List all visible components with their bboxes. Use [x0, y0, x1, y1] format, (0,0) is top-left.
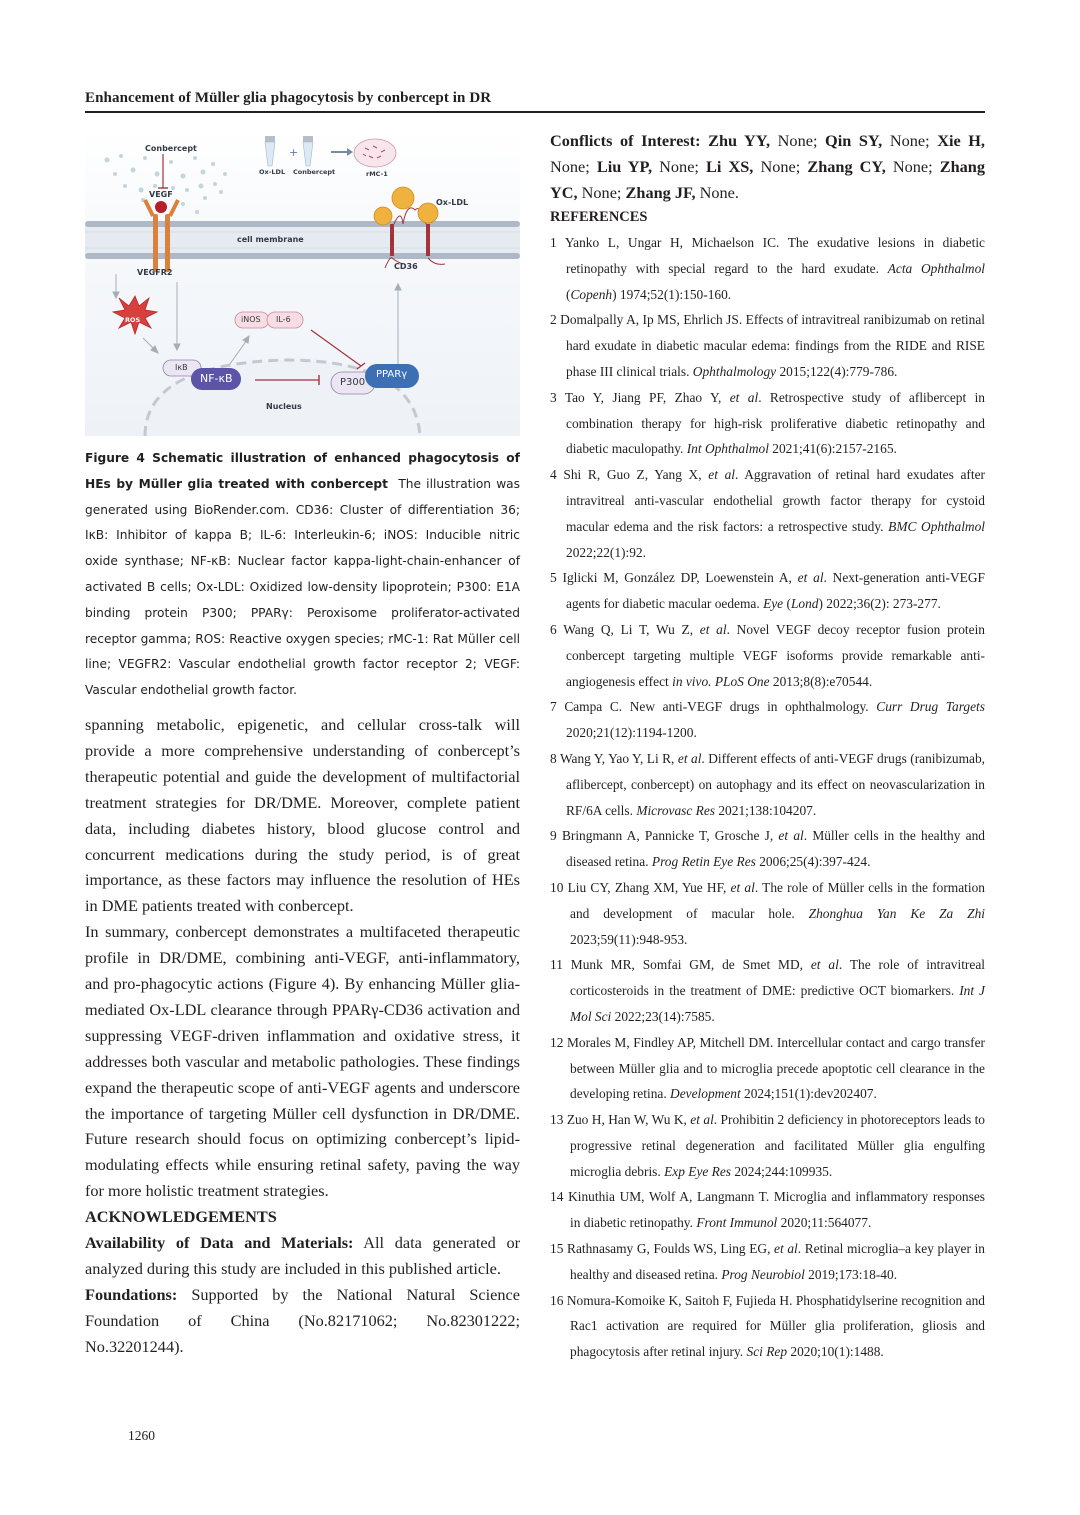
reference-journal-sub: Copenh: [570, 286, 613, 302]
label-nfkb: NF-κB: [200, 372, 233, 385]
reference-etal: et al: [774, 1241, 798, 1257]
reference-title: . The role of intravitreal corticosteroids in the treatment of DME: predictive OCT biomarkers.: [570, 957, 985, 999]
reference-citation: 2020;21(12):1194-1200.: [566, 725, 697, 741]
reference-authors: Bringmann A, Pannicke T, Grosche J,: [561, 828, 779, 844]
reference-number: 11: [550, 957, 563, 973]
reference-item: [550, 385, 985, 462]
reference-number: 15: [550, 1241, 564, 1257]
reference-citation: 2006;25(4):397-424.: [755, 854, 871, 870]
reference-item: [550, 746, 985, 823]
reference-journal: Sci Rep: [746, 1344, 788, 1360]
label-rmc1: rMC-1: [366, 170, 388, 178]
reference-citation: ) 1974;52(1):150-160.: [612, 286, 732, 302]
reference-etal: et al: [797, 570, 824, 586]
foundations-statement: [85, 1282, 520, 1360]
reference-authors: Kinuthia UM, Wolf A, Langmann T. Microglia and inflammatory responses in diabetic retinopathy.: [568, 1189, 985, 1231]
coi-author: Xie H,: [937, 131, 985, 150]
reference-title: . Next-generation anti-VEGF agents for diabetic macular oedema.: [566, 570, 985, 612]
reference-number: 14: [550, 1189, 564, 1205]
label-conbercept: Conbercept: [145, 144, 197, 153]
label-cell-membrane: cell membrane: [237, 235, 304, 244]
references-heading: REFERENCES: [550, 209, 648, 225]
petri-dish-icon: [354, 139, 396, 167]
paragraph-summary: In summary, conbercept demonstrates a multifaceted therapeutic profile in DR/DME, combining anti-VEGF, anti-inflammatory, and pro-phagocytic actions (Figure 4). By enhancing Müller glia-mediated Ox-LDL clearance through PPARγ-CD36 activation and suppressing VEGF-driven inflammation and oxidative stress, it addresses both vascular and metabolic pathologies. These findings expand the therapeutic scope of anti-VEGF agents and underscore the importance of targeting Müller cell dysfunction in DR/DME. Future research should focus on optimizing conbercept’s lipid-modulating effects while ensuring retinal safety, paving the way for more holistic treatment strategies.: [85, 922, 520, 1201]
header-rule: [85, 111, 985, 113]
conbercept-tube-icon: [303, 136, 313, 166]
reference-title: . Retrospective study of aflibercept in combination therapy for high-risk proliferative diabetic retinopathy and diabetic maculopathy.: [566, 389, 985, 457]
reference-authors: Rathnasamy G, Foulds WS, Ling EG,: [567, 1241, 775, 1257]
label-p300: P300: [340, 377, 366, 388]
reference-item: [550, 1107, 985, 1184]
reference-number: 5: [550, 570, 557, 586]
reference-title: . Aggravation of retinal hard exudates after intravitreal anti-vascular endothelial growth factor therapy for cystoid macular edema and the risk factors: a retrospective study.: [566, 467, 986, 534]
label-conbercept-tube: Conbercept: [293, 168, 336, 176]
label-vegf: VEGF: [149, 190, 173, 199]
reference-item: [550, 875, 985, 952]
reference-number: 8: [550, 750, 557, 766]
reference-citation: 2020;11:564077.: [777, 1215, 872, 1231]
label-ros: ROS: [125, 316, 141, 324]
reference-etal: et al: [699, 621, 727, 637]
coi-status: None;: [753, 157, 808, 176]
reference-number: 7: [550, 699, 557, 715]
reference-citation: 2015;122(4):779-786.: [776, 363, 898, 379]
reference-sep: (: [566, 286, 571, 302]
reference-etal: et al: [778, 828, 804, 844]
reference-number: 4: [550, 467, 557, 483]
coi-status: None;: [882, 131, 938, 150]
reference-journal: Int J Mol Sci: [570, 983, 985, 1024]
coi-author: Zhang JF,: [625, 183, 696, 202]
reference-authors: Wang Y, Yao Y, Li R,: [559, 750, 678, 766]
reference-item: [550, 823, 985, 875]
reference-authors: Iglicki M, González DP, Loewenstein A,: [562, 570, 798, 586]
availability-text: All data generated or analyzed during this study are included in this published article.: [85, 1233, 521, 1278]
reference-number: 10: [550, 879, 564, 895]
conflicts-of-interest: [550, 128, 985, 206]
coi-author: Liu YP,: [596, 157, 653, 176]
reference-journal: Acta Ophthalmol: [887, 260, 985, 276]
reference-sep: (: [783, 596, 791, 612]
foundations-text: Supported by the National Natural Science Foundation of China (No.82171062; No.82301222; No.32201244).: [85, 1284, 520, 1356]
label-cd36: CD36: [394, 262, 418, 271]
reference-item: [550, 617, 985, 694]
reference-item: [550, 952, 985, 1029]
reference-journal: Int Ophthalmol: [686, 441, 769, 457]
paragraph-future-research: spanning metabolic, epigenetic, and cellular cross-talk will provide a more comprehensive understanding of conbercept’s therapeutic potential and guide the development of multifactorial treatment strategies for DR/DME. Moreover, complete patient data, including diabetes history, blood glucose control and concurrent medications during the study period, is of great importance, as these factors may influence the resolution of HEs in DME patients treated with conbercept.: [85, 714, 520, 916]
reference-citation: 2023;59(11):948-953.: [570, 931, 688, 947]
reference-citation: 2021;138:104207.: [715, 802, 817, 818]
label-nucleus: Nucleus: [266, 402, 302, 411]
reference-etal: et al: [729, 389, 759, 405]
reference-item: [550, 1236, 985, 1288]
reference-number: 2: [550, 312, 557, 328]
reference-title: . Different effects of anti-VEGF drugs (ranibizumab, aflibercept, conbercept) on autophagy and its effect on neovascularization in RF/6A cells.: [566, 750, 985, 818]
reference-citation: ) 2022;36(2): 273-277.: [818, 596, 941, 612]
reference-journal: Front Immunol: [696, 1215, 778, 1231]
reference-citation: 2022;23(14):7585.: [611, 1008, 715, 1024]
reference-title: . Retinal microglia–a key player in healthy and diseased retina.: [570, 1241, 985, 1282]
running-title: Enhancement of Müller glia phagocytosis by conbercept in DR: [85, 90, 492, 106]
reference-item: [550, 1030, 985, 1107]
label-inos: iNOS: [241, 315, 261, 324]
reference-item: [550, 462, 985, 565]
running-header: [85, 88, 985, 108]
coi-author: Li XS,: [706, 157, 754, 176]
reference-citation: 2024;151(1):dev202407.: [740, 1086, 877, 1102]
reference-journal: Microvasc Res: [636, 802, 716, 818]
reference-journal: Curr Drug Targets: [876, 699, 985, 715]
label-ikb: IκB: [175, 363, 188, 372]
reference-etal: et al: [730, 879, 755, 895]
reference-etal: et al: [690, 1112, 714, 1128]
reference-citation: 2021;41(6):2157-2165.: [768, 441, 897, 457]
reference-item: [550, 307, 985, 384]
caption-text: The illustration was generated using BioRender.com. CD36: Cluster of differentiation 36; IκB: Inhibitor of kappa B; IL-6: Interleukin-6; iNOS: Inducible nitric oxide synthase; NF-κB: Nuclear factor kappa-light-chain-enhancer of activated B cells; Ox-LDL: Oxidized low-density lipoprotein; P300: E1A binding protein P300; PPARγ: Peroxisome proliferator-activated receptor gamma; ROS: Reactive oxygen species; rMC-1: Rat Müller cell line; VEGFR2: Vascular endothelial growth factor receptor 2; VEGF: Vascular endothelial growth factor.: [85, 476, 520, 698]
reference-citation: 2024;244:109935.: [731, 1163, 833, 1179]
label-ox-ldl-tube: Ox-LDL: [259, 168, 286, 176]
coi-status: None;: [652, 157, 707, 176]
reference-number: 12: [550, 1034, 564, 1050]
label-vegfr2: VEGFR2: [137, 268, 173, 277]
reference-citation: 2022;22(1):92.: [566, 544, 646, 560]
reference-authors: Domalpally A, Ip MS, Ehrlich JS. Effects of intravitreal ranibizumab on retinal hard exudate in diabetic macular edema: findings from the RIDE and RISE phase III clinical trials.: [560, 312, 985, 379]
reference-journal: Ophthalmology: [692, 363, 777, 379]
foundations-lead: Foundations:: [85, 1284, 178, 1304]
reference-journal: Prog Neurobiol: [721, 1266, 805, 1282]
reference-authors: Nomura-Komoike K, Saitoh F, Fujieda H. Phosphatidylserine recognition and Rac1 activation are required for Müller glia proliferation, gliosis and phagocytosis after retinal injury.: [566, 1292, 985, 1360]
availability-lead: Availability of Data and Materials:: [85, 1233, 354, 1253]
reference-journal: in vivo. PLoS One: [672, 673, 770, 689]
reference-number: 3: [550, 389, 557, 405]
figure-caption: [85, 446, 520, 704]
coi-status: None;: [885, 157, 940, 176]
reference-journal: Exp Eye Res: [664, 1163, 732, 1179]
reference-authors: Morales M, Findley AP, Mitchell DM. Intercellular contact and cargo transfer between Müller glia and to microglia precede apoptotic cell clearance in the developing retina.: [566, 1034, 985, 1102]
body-text-left: [85, 712, 520, 1360]
reference-authors: Yanko L, Ungar H, Michaelson IC. The exudative lesions in diabetic retinopathy with special regard to the hard exudate.: [564, 235, 985, 276]
coi-author: Zhu YY,: [708, 131, 771, 150]
reference-title: . Novel VEGF decoy receptor fusion protein conbercept targeting multiple VEGF isoforms provide remarkable anti-angiogenesis effect: [566, 621, 986, 689]
coi-status: None.: [695, 183, 739, 202]
svg-text:+: +: [289, 146, 299, 159]
reference-journal-sub: Lond: [790, 596, 819, 612]
reference-etal: et al: [810, 957, 839, 973]
reference-list: [550, 230, 985, 1365]
availability-statement: [85, 1230, 520, 1282]
label-ox-ldl: Ox-LDL: [436, 198, 469, 207]
caption-title: Figure 4 Schematic illustration of enhanced phagocytosis of HEs by Müller glia treated with conbercept: [85, 451, 520, 491]
reference-authors: Campa C. New anti-VEGF drugs in ophthalmology.: [564, 699, 877, 715]
ox-ldl-tube-icon: [265, 136, 275, 166]
reference-citation: 2013;8(8):e70544.: [769, 673, 873, 689]
left-column: [85, 128, 520, 1360]
reference-journal: Eye: [763, 596, 784, 612]
reference-journal: BMC Ophthalmol: [888, 518, 986, 534]
coi-status: None;: [770, 131, 826, 150]
reference-title: . Müller cells in the healthy and diseased retina.: [566, 828, 985, 870]
reference-etal: et al: [677, 750, 702, 766]
reference-authors: Munk MR, Somfai GM, de Smet MD,: [570, 957, 811, 973]
reference-authors: Shi R, Guo Z, Yang X,: [563, 467, 709, 483]
reference-journal: Development: [670, 1086, 741, 1102]
right-column: [550, 128, 985, 1365]
reference-item: [550, 565, 985, 617]
reference-journal: Zhonghua Yan Ke Za Zhi: [808, 905, 985, 921]
coi-status: None;: [550, 157, 597, 176]
reference-citation: 2019;173:18-40.: [804, 1266, 898, 1282]
coi-author: Qin SY,: [825, 131, 883, 150]
coi-status: None;: [577, 183, 626, 202]
reference-journal: Prog Retin Eye Res: [651, 854, 756, 870]
coi-lead: Conflicts of Interest:: [550, 131, 701, 150]
ros-burst-icon: [113, 296, 157, 334]
page-number: 1260: [128, 1428, 155, 1443]
reference-citation: 2020;10(1):1488.: [787, 1344, 884, 1360]
coi-author: Zhang CY,: [807, 157, 886, 176]
reference-item: [550, 694, 985, 746]
vegf-ligand-icon: [155, 201, 167, 213]
reference-authors: Wang Q, Li T, Wu Z,: [563, 621, 700, 637]
reference-authors: Liu CY, Zhang XM, Yue HF,: [567, 879, 731, 895]
reference-number: 1: [550, 235, 557, 250]
reference-number: 6: [550, 621, 557, 637]
reference-number: 16: [550, 1292, 564, 1308]
ox-ldl-particle-icon: [374, 187, 438, 225]
coi-author: Zhang YC,: [550, 157, 985, 202]
reference-title: . Prohibitin 2 deficiency in photoreceptors leads to progressive retinal degeneration and facilitated Müller glia engulfing microglia debris.: [570, 1112, 985, 1179]
reference-etal: et al: [708, 467, 735, 483]
reference-number: 13: [550, 1112, 564, 1128]
label-pparg: PPARγ: [376, 369, 408, 380]
reference-item: [550, 230, 985, 307]
reference-number: 9: [550, 828, 557, 844]
reference-title: . The role of Müller cells in the formation and development of macular hole.: [570, 879, 985, 921]
acknowledgements-heading: ACKNOWLEDGEMENTS: [85, 1207, 277, 1227]
reference-item: [550, 1288, 985, 1365]
reference-authors: Tao Y, Jiang PF, Zhao Y,: [564, 389, 730, 405]
reference-authors: Zuo H, Han W, Wu K,: [566, 1112, 691, 1128]
figure-4-schematic: [85, 128, 520, 436]
reference-item: [550, 1184, 985, 1236]
label-il6: IL-6: [276, 315, 291, 324]
